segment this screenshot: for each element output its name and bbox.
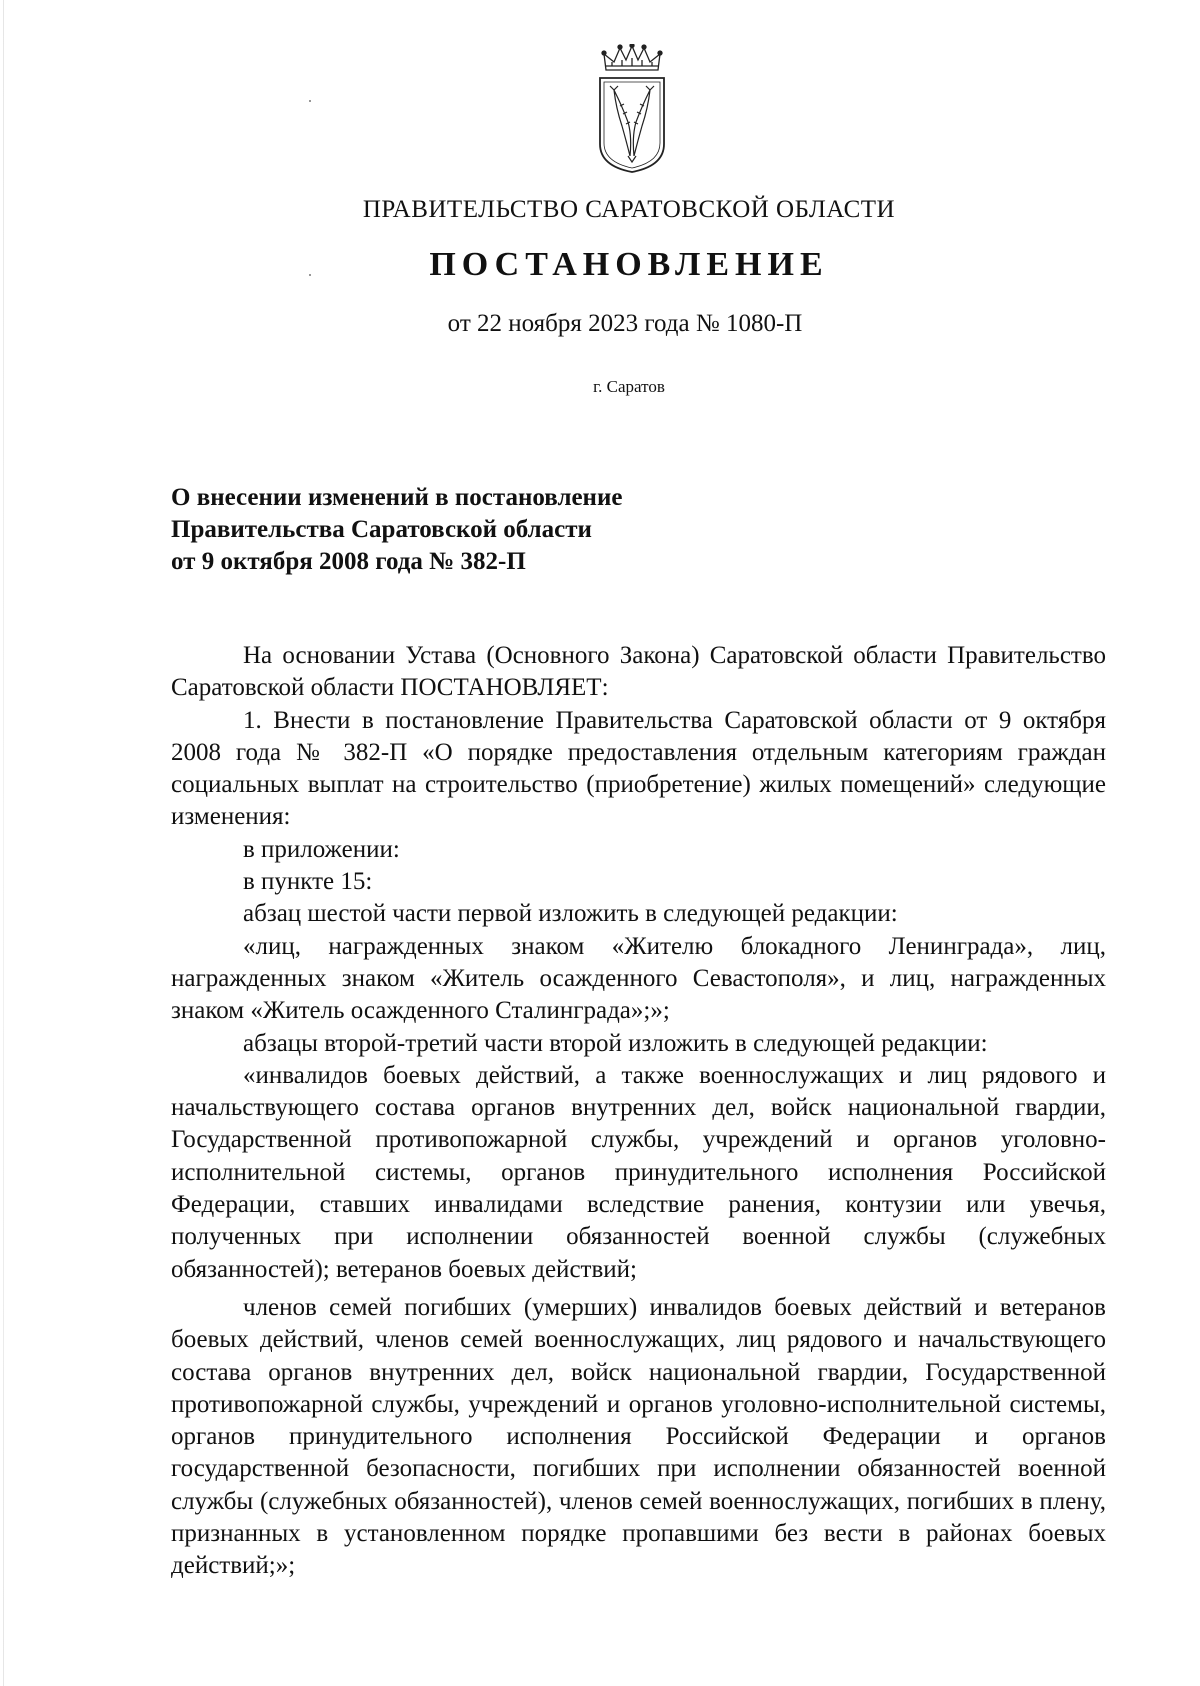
body-paragraph: абзац шестой части первой изложить в следующей редакции:	[243, 900, 898, 928]
document-city: г. Саратов	[593, 377, 665, 396]
document-subject	[171, 482, 691, 578]
document-body	[171, 640, 1106, 1583]
scan-speck	[309, 100, 311, 102]
saratov-coat-of-arms-icon	[592, 44, 672, 174]
body-paragraph: в пункте 15:	[243, 868, 373, 896]
subject-line: от 9 октября 2008 года № 382-П	[171, 548, 526, 575]
body-paragraph: На основании Устава (Основного Закона) Саратовской области Правительство Саратовской области ПОСТАНОВЛЯЕТ:	[171, 642, 1106, 702]
body-paragraph: абзацы второй-третий части второй изложить в следующей редакции:	[243, 1029, 988, 1057]
body-paragraph: 1. Внести в постановление Правительства Саратовской области от 9 октября 2008 года № 382-П «О порядке предоставления отдельным категориям граждан социальных выплат на строительство (приобретение) жилых помещений» следующие изменения:	[171, 706, 1106, 831]
document-date-number: от 22 ноября 2023 года № 1080-П	[447, 310, 803, 337]
body-paragraph: в приложении:	[243, 835, 400, 863]
subject-line: Правительства Саратовской области	[171, 516, 592, 543]
body-paragraph: членов семей погибших (умерших) инвалидов боевых действий и ветеранов боевых действий, членов семей военнослужащих, лиц рядового и начальствующего состава органов внутренних дел, войск национальной гвардии, Государственной противопожарной службы, учреждений и органов уголовно-исполнительной системы, органов принудительного исполнения Российской Федерации и органов государственной безопасности, погибших при исполнении обязанностей военной службы (служебных обязанностей), членов семей военнослужащих, погибших в плену, признанных в установленном порядке пропавшими без вести в районах боевых действий;»;	[171, 1293, 1106, 1580]
body-paragraph: «лиц, награжденных знаком «Жителю блокадного Ленинграда», лиц, награжденных знаком «Житель осажденного Севастополя», и лиц, награжденных знаком «Житель осажденного Сталинграда»;»;	[171, 932, 1106, 1025]
subject-line: О внесении изменений в постановление	[171, 484, 623, 511]
scan-speck	[309, 274, 311, 276]
government-name: ПРАВИТЕЛЬСТВО САРАТОВСКОЙ ОБЛАСТИ	[362, 196, 896, 223]
body-paragraph: «инвалидов боевых действий, а также военнослужащих и лиц рядового и начальствующего состава органов внутренних дел, войск национальной гвардии, Государственной противопожарной службы, учреждений и органов уголовно-исполнительной системы, органов принудительного исполнения Российской Федерации, ставших инвалидами вследствие ранения, контузии или увечья, полученных при исполнении обязанностей военной службы (служебных обязанностей); ветеранов боевых действий;	[171, 1061, 1106, 1283]
document-type-title: ПОСТАНОВЛЕНИЕ	[429, 246, 829, 283]
